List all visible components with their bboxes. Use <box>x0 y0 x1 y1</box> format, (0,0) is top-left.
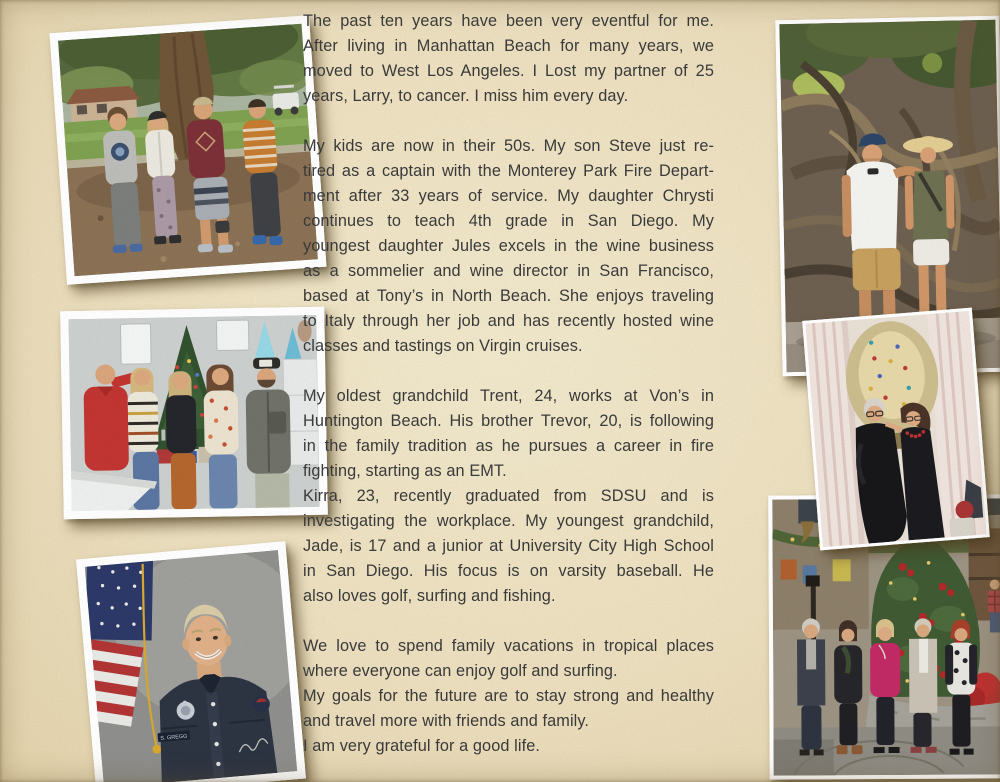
story-line: in San Diego. His focus is on varsity baseball. He <box>303 562 714 580</box>
story-line: years, Larry, to cancer. I miss him every day. <box>303 87 629 105</box>
story-line: I am very grateful for a good life. <box>303 737 540 755</box>
story-line: tired as a captain with the Monterey Park Fire Depart- <box>303 162 714 180</box>
photo-firefighter-portrait <box>76 541 306 782</box>
house <box>66 85 142 122</box>
story-line: My goals for the future are to stay strong and healthy <box>303 687 714 705</box>
story-line: also loves golf, surfing and fishing. <box>303 587 556 605</box>
story-line: and travel more with friends and family. <box>303 712 590 730</box>
story-line: Kirra, 23, recently graduated from SDSU and is <box>303 487 714 505</box>
firefighter-name-tag: S. GREGG <box>160 733 188 742</box>
story-line: youngest daughter Jules excels in the wine business <box>303 237 714 255</box>
story-line: The past ten years have been very eventful for me. <box>303 12 714 30</box>
story-line: fighting, starting as an EMT. <box>303 462 507 480</box>
story-text <box>303 9 714 759</box>
story-line: After living in Manhattan Beach for many years, we <box>303 37 714 55</box>
story-line: as a sommelier and wine director in San Francisco, <box>303 262 714 280</box>
story-line: based at Tony’s in North Beach. She enjoys traveling <box>303 287 714 305</box>
story-line: moved to West Los Angeles. I Lost my partner of 25 <box>303 62 714 80</box>
family-park-illustration <box>58 24 318 276</box>
story-line: Jade, is 17 and a junior at University City High School <box>303 537 714 555</box>
story-line: Huntington Beach. His brother Trevor, 20, is following <box>303 412 714 430</box>
photo-christmas-party <box>60 307 328 520</box>
story-line: classes and tastings on Virgin cruises. <box>303 337 583 355</box>
story-line: continues to teach 4th grade in San Diego. My <box>303 212 714 230</box>
story-line: My kids are now in their 50s. My son Steve just re- <box>303 137 714 155</box>
story-line: to Italy through her job and has recently hosted wine <box>303 312 714 330</box>
paragraph-gap <box>303 359 714 384</box>
paragraph-gap <box>303 109 714 134</box>
two-women-illustration <box>805 311 986 547</box>
story-line: ment after 33 years of service. My daughter Chrysti <box>303 187 714 205</box>
christmas-party-illustration <box>68 315 319 511</box>
firefighter-illustration <box>85 550 298 782</box>
story-line: where everyone can enjoy golf and surfing. <box>303 662 618 680</box>
story-line: investigating the workplace. My youngest grandchild, <box>303 512 714 530</box>
story-line: in the family tradition as he pursues a career in fire <box>303 437 714 455</box>
story-line: My oldest grandchild Trent, 24, works at Von’s in <box>303 387 714 405</box>
photo-two-women <box>802 308 990 551</box>
photo-family-park <box>50 15 327 285</box>
story-line: We love to spend family vacations in tropical places <box>303 637 714 655</box>
paragraph-gap <box>303 609 714 634</box>
